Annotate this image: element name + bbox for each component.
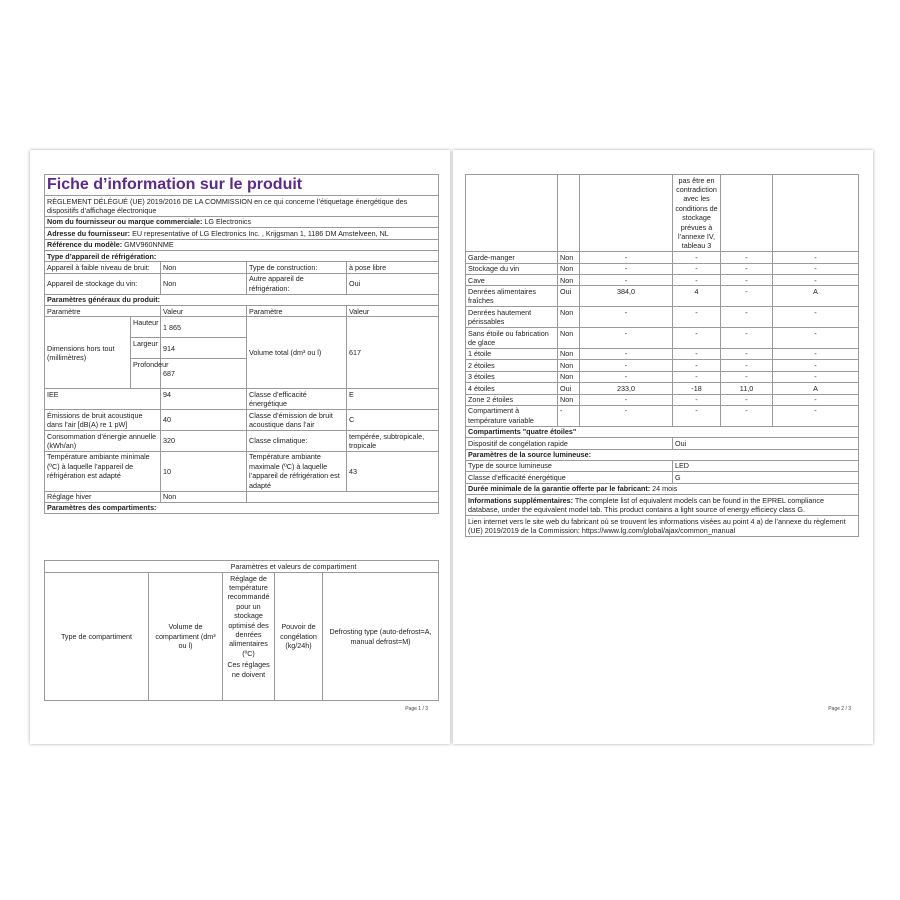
address-value: EU representative of LG Electronics Inc. , Krijgsman 1, 1186 DM Amstelveen, NL: [132, 228, 389, 238]
compartment-freezing: -: [721, 348, 773, 359]
winter-label: Réglage hiver: [45, 491, 161, 502]
compartment-volume: -: [580, 275, 673, 286]
noise-label: Émissions de bruit acoustique dans l’air [dB(A) re 1 pW]: [45, 410, 161, 431]
compartment-volume-header: Volume de compartiment (dm³ ou l): [149, 573, 223, 701]
compartment-row: [466, 307, 859, 328]
noise-class-value: C: [347, 410, 439, 431]
compartment-freezing: -: [721, 405, 773, 426]
document-page-2: [453, 150, 873, 744]
compartment-row: [466, 394, 859, 405]
winter-empty: [247, 491, 439, 502]
compartment-type-header: Type de compartiment: [45, 573, 149, 701]
compartment-freezing: -: [721, 371, 773, 382]
depth-value: 687: [161, 359, 247, 389]
compartment-name: Cave: [466, 275, 558, 286]
col-value-2: Valeur: [347, 306, 439, 317]
compartment-present: Non: [558, 263, 580, 274]
col-value: Valeur: [161, 306, 247, 317]
supplier-value: LG Electronics: [204, 217, 252, 227]
height-value: 1 865: [161, 317, 247, 338]
compartment-freezing: -: [721, 252, 773, 263]
light-type-label: Type de source lumineuse: [466, 460, 673, 471]
noise-class-label: Classe d’émission de bruit acoustique dans l’air: [247, 410, 347, 431]
compartment-present: Non: [558, 394, 580, 405]
light-type-value: LED: [673, 460, 859, 471]
compartment-present: Non: [558, 328, 580, 349]
compartment-row: [466, 275, 859, 286]
compartment-defrost: -: [773, 405, 859, 426]
model-row: [45, 239, 439, 250]
extra-info-text: The complete list of equivalent models can be found in the EPREL compliance database, under the equivalent model tab. This product contains a light source of energy efficiecy class G.: [468, 495, 824, 515]
compartment-temperature: 4: [673, 286, 721, 307]
compartment-name: Garde-manger: [466, 252, 558, 263]
tmax-label: Température ambiante maximale (ºC) à laquelle l’appareil de réfrigération est adapté: [247, 451, 347, 491]
compartment-row: [466, 286, 859, 307]
compartment-name: Compartiment à température variable: [466, 405, 558, 426]
compartment-name: 2 étoiles: [466, 360, 558, 371]
compartment-temperature: -: [673, 394, 721, 405]
supplier-label: Nom du fournisseur ou marque commerciale:: [47, 217, 203, 227]
compartment-defrost: -: [773, 394, 859, 405]
compartment-present: Non: [558, 252, 580, 263]
compartment-defrost: -: [773, 328, 859, 349]
compartment-present: -: [558, 405, 580, 426]
compartment-name: Stockage du vin: [466, 263, 558, 274]
warranty-row: [466, 483, 859, 494]
compartment-volume: -: [580, 307, 673, 328]
compartment-row: [466, 360, 859, 371]
fast-freeze-label: Dispositif de congélation rapide: [466, 438, 673, 449]
warranty-value: 24 mois: [652, 484, 678, 494]
volume-value: 617: [347, 317, 439, 389]
compartment-freezing: -: [721, 328, 773, 349]
iee-value: 94: [161, 389, 247, 410]
light-class-value: G: [673, 472, 859, 483]
compartment-row: [466, 252, 859, 263]
compartment-volume: -: [580, 360, 673, 371]
light-heading: Paramètres de la source lumineuse:: [466, 449, 859, 460]
compartment-present: Oui: [558, 286, 580, 307]
height-label: Hauteur: [131, 317, 161, 338]
compartment-name: Denrées hautement périssables: [466, 307, 558, 328]
width-value: 914: [161, 338, 247, 359]
compartment-present: Non: [558, 371, 580, 382]
compartment-freezing: -: [721, 394, 773, 405]
compartment-row: [466, 383, 859, 394]
type-heading: Type d’appareil de réfrigération:: [45, 251, 439, 262]
compartment-present: Non: [558, 307, 580, 328]
climate-value: tempérée, subtropicale, tropicale: [347, 431, 439, 452]
compartment-temperature: -: [673, 348, 721, 359]
iee-label: IEE: [45, 389, 161, 410]
compartment-temperature: -: [673, 307, 721, 328]
compartment-temperature: -: [673, 263, 721, 274]
depth-label: Profondeur: [131, 359, 161, 389]
model-value: GMV960NNME: [124, 240, 174, 250]
compartment-defrost: -: [773, 360, 859, 371]
page-number: Page 2 / 3: [828, 706, 851, 712]
noise-value: 40: [161, 410, 247, 431]
compartment-defrost: -: [773, 348, 859, 359]
product-info-table: [44, 174, 439, 514]
regulation-text: RÈGLEMENT DÉLÉGUÉ (UE) 2019/2016 DE LA COMMISSION en ce qui concerne l’étiquetage énergétique des dispositifs d’affichage électronique: [45, 196, 439, 217]
compartment-defrost: A: [773, 286, 859, 307]
compartment-defrost-header: Defrosting type (auto-defrost=A, manual defrost=M): [323, 573, 439, 701]
compartment-name: 1 étoile: [466, 348, 558, 359]
document-page-1: [30, 150, 450, 744]
compartment-present: Non: [558, 360, 580, 371]
compartment-defrost: A: [773, 383, 859, 394]
compartment-name: Denrées alimentaires fraîches: [466, 286, 558, 307]
compartment-row: [466, 263, 859, 274]
continued-note: pas être en contradiction avec les conditions de stockage prévues à l’annexe IV, tableau 3: [673, 175, 721, 252]
other-label: Autre appareil de réfrigération:: [247, 273, 347, 294]
construction-label: Type de construction:: [247, 262, 347, 273]
compartment-defrost: -: [773, 371, 859, 382]
low-noise-value: Non: [161, 262, 247, 273]
compartment-temperature: -18: [673, 383, 721, 394]
compartment-volume: -: [580, 328, 673, 349]
consumption-value: 320: [161, 431, 247, 452]
compartment-volume: 384,0: [580, 286, 673, 307]
compartment-row: [466, 348, 859, 359]
efficiency-label: Classe d’efficacité énergétique: [247, 389, 347, 410]
model-label: Référence du modèle:: [47, 240, 123, 250]
compartment-present: Non: [558, 348, 580, 359]
compartment-row: [466, 328, 859, 349]
compartment-temperature: -: [673, 252, 721, 263]
compartment-name: Zone 2 étoiles: [466, 394, 558, 405]
compartment-temperature: -: [673, 371, 721, 382]
compartment-freezing: -: [721, 307, 773, 328]
tmax-value: 43: [347, 451, 439, 491]
compartment-volume: -: [580, 348, 673, 359]
efficiency-value: E: [347, 389, 439, 410]
page-number: Page 1 / 3: [405, 706, 428, 712]
compartment-defrost: -: [773, 252, 859, 263]
address-row: [45, 228, 439, 239]
compartment-temperature: -: [673, 275, 721, 286]
low-noise-label: Appareil à faible niveau de bruit:: [45, 262, 161, 273]
compartment-defrost: -: [773, 275, 859, 286]
other-value: Oui: [347, 273, 439, 294]
address-label: Adresse du fournisseur:: [47, 228, 131, 238]
compartments-heading: Paramètres des compartiments:: [45, 502, 439, 513]
page-title: Fiche d’information sur le produit: [45, 175, 439, 196]
compartment-freezing: -: [721, 286, 773, 307]
manufacturer-link-row: Lien internet vers le site web du fabricant où se trouvent les informations visées au point 4 a) de l’annexe du règlement (UE) 2019/2019 de la Commission: https://www.lg.com/global/ajax/common_manual: [466, 516, 859, 537]
compartment-row: [466, 405, 859, 426]
compartment-temperature: -: [673, 360, 721, 371]
compartment-header-blank: [45, 561, 149, 573]
compartment-setting-text: Réglage de température recommandé pour un stockage optimisé des denrées alimentaires (ºC): [227, 573, 270, 658]
compartment-name: Sans étoile ou fabrication de glace: [466, 328, 558, 349]
extra-info-row: [466, 495, 859, 516]
volume-label: Volume total (dm³ ou l): [247, 317, 347, 389]
compartment-name: 4 étoiles: [466, 383, 558, 394]
consumption-label: Consommation d’énergie annuelle (kWh/an): [45, 431, 161, 452]
winter-value: Non: [161, 491, 247, 502]
compartment-freezing: -: [721, 275, 773, 286]
fast-freeze-value: Oui: [673, 438, 859, 449]
tmin-value: 10: [161, 451, 247, 491]
compartment-params-title: Paramètres et valeurs de compartiment: [149, 561, 439, 573]
climate-label: Classe climatique:: [247, 431, 347, 452]
general-heading: Paramètres généraux du produit:: [45, 294, 439, 305]
supplier-row: [45, 216, 439, 227]
compartment-volume: -: [580, 371, 673, 382]
compartment-name: 3 étoiles: [466, 371, 558, 382]
compartment-temperature: -: [673, 328, 721, 349]
compartment-volume: -: [580, 405, 673, 426]
tmin-label: Température ambiante minimale (ºC) à laquelle l’appareil de réfrigération est adapté: [45, 451, 161, 491]
compartment-volume: -: [580, 252, 673, 263]
col-param: Paramètre: [45, 306, 161, 317]
compartment-freezing: 11,0: [721, 383, 773, 394]
compartment-freeze-header: Pouvoir de congélation (kg/24h): [275, 573, 323, 701]
col-param-2: Paramètre: [247, 306, 347, 317]
construction-value: à pose libre: [347, 262, 439, 273]
compartment-row: [466, 371, 859, 382]
compartment-volume: -: [580, 394, 673, 405]
compartment-header-table: [44, 560, 439, 701]
compartment-present: Non: [558, 275, 580, 286]
compartment-volume: -: [580, 263, 673, 274]
wine-label: Appareil de stockage du vin:: [45, 273, 161, 294]
warranty-label: Durée minimale de la garantie offerte par le fabricant:: [468, 484, 651, 494]
extra-info-label: Informations supplémentaires:: [468, 495, 574, 505]
compartment-freezing: -: [721, 263, 773, 274]
compartment-defrost: -: [773, 263, 859, 274]
compartment-present: Oui: [558, 383, 580, 394]
compartment-freezing: -: [721, 360, 773, 371]
wine-value: Non: [161, 273, 247, 294]
dimensions-label: Dimensions hors tout (millimètres): [45, 317, 131, 389]
four-star-heading: Compartiments "quatre étoiles": [466, 426, 859, 437]
compartment-temperature: -: [673, 405, 721, 426]
compartment-table: [465, 174, 859, 537]
compartment-setting-note: Ces réglages ne doivent: [227, 660, 270, 679]
compartment-volume: 233,0: [580, 383, 673, 394]
width-label: Largeur: [131, 338, 161, 359]
light-class-label: Classe d’efficacité énergétique: [466, 472, 673, 483]
compartment-defrost: -: [773, 307, 859, 328]
compartment-setting-header: [223, 573, 275, 701]
